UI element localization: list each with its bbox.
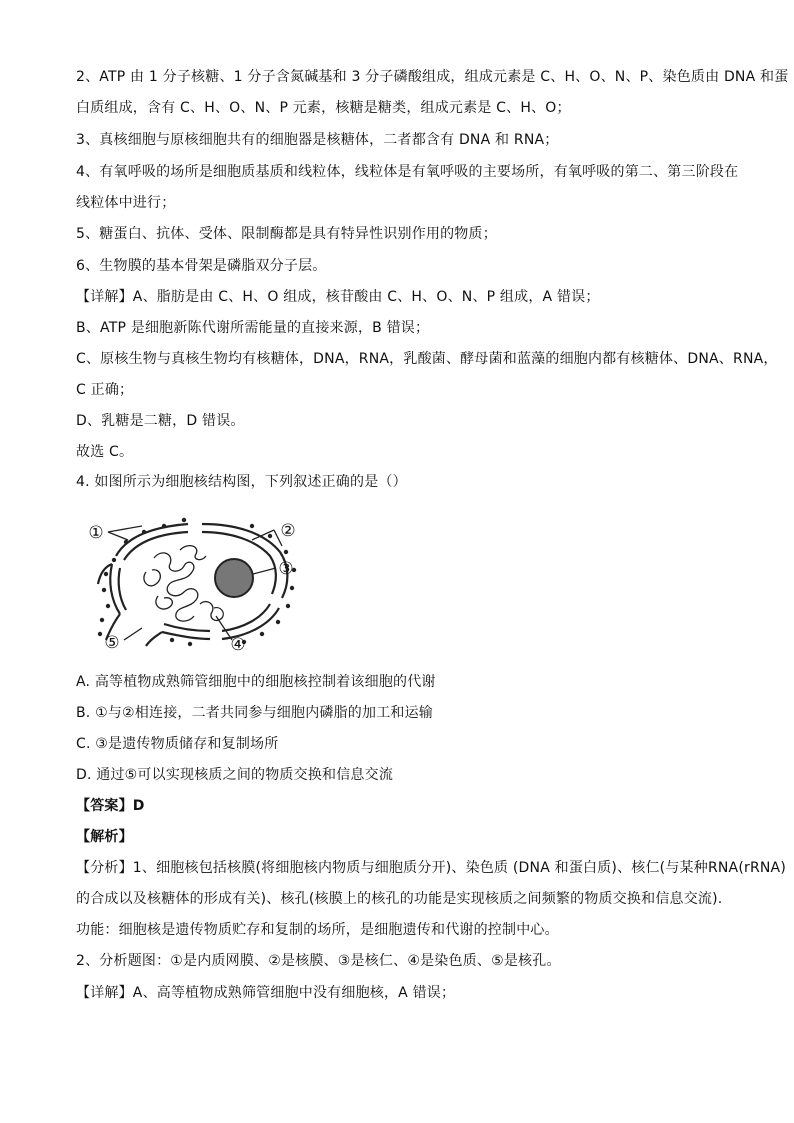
question-stem: 4. 如图所示为细胞核结构图，下列叙述正确的是（）	[76, 474, 407, 490]
analysis-line: 功能：细胞核是遗传物质贮存和复制的场所，是细胞遗传和代谢的控制中心。	[76, 922, 559, 938]
analysis-line: 【分析】1、细胞核包括核膜(将细胞核内物质与细胞质分开)、染色质 (DNA 和蛋白质)、核仁(与某种RNA(rRNA)	[76, 860, 786, 876]
text-line: 4、有氧呼吸的场所是细胞质基质和线粒体，线粒体是有氧呼吸的主要场所，有氧呼吸的第二、第三阶段在	[76, 164, 739, 180]
option-d: D. 通过⑤可以实现核质之间的物质交换和信息交流	[76, 767, 394, 783]
label-3: ③	[278, 559, 294, 579]
option-c: C. ③是遗传物质储存和复制场所	[76, 736, 279, 752]
text-line: 白质组成，含有 C、H、O、N、P 元素，核糖是糖类，组成元素是 C、H、O；	[76, 100, 571, 116]
text-line: 2、ATP 由 1 分子核糖、1 分子含氮碱基和 3 分子磷酸组成，组成元素是 C、H、O、N、P、染色质由 DNA 和蛋	[76, 69, 789, 85]
answer: 【答案】D	[76, 798, 145, 814]
analysis-line: 【详解】A、高等植物成熟筛管细胞中没有细胞核，A 错误；	[76, 985, 456, 1001]
text-line: 【详解】A、脂肪是由 C、H、O 组成，核苷酸由 C、H、O、N、P 组成，A 错误；	[76, 289, 600, 305]
text-line: C 正确；	[76, 382, 134, 398]
analysis-line: 2、分析题图：①是内质网膜、②是核膜、③是核仁、④是染色质、⑤是核孔。	[76, 953, 561, 969]
cell-nucleus-diagram	[84, 512, 304, 658]
analysis-heading: 【解析】	[76, 829, 133, 845]
label-1: ①	[88, 523, 104, 543]
text-line: 3、真核细胞与原核细胞共有的细胞器是核糖体，二者都含有 DNA 和 RNA；	[76, 132, 559, 148]
option-b: B. ①与②相连接，二者共同参与细胞内磷脂的加工和运输	[76, 705, 434, 721]
text-line: 故选 C。	[76, 444, 134, 460]
text-line: 线粒体中进行；	[76, 195, 176, 211]
label-2: ②	[280, 521, 296, 541]
option-a: A. 高等植物成熟筛管细胞中的细胞核控制着该细胞的代谢	[76, 674, 436, 690]
label-5: ⑤	[104, 633, 120, 653]
analysis-line: 的合成以及核糖体的形成有关)、核孔(核膜上的核孔的功能是实现核质之间频繁的物质交换和信息交流).	[76, 891, 723, 907]
text-line: D、乳糖是二糖，D 错误。	[76, 413, 245, 429]
label-4: ④	[230, 635, 246, 655]
text-line: C、原核生物与真核生物均有核糖体，DNA，RNA，乳酸菌、酵母菌和蓝藻的细胞内都有核糖体、DNA、RNA，	[76, 351, 778, 367]
text-line: 6、生物膜的基本骨架是磷脂双分子层。	[76, 258, 327, 274]
text-line: 5、糖蛋白、抗体、受体、限制酶都是具有特异性识别作用的物质；	[76, 226, 497, 242]
text-line: B、ATP 是细胞新陈代谢所需能量的直接来源，B 错误；	[76, 320, 430, 336]
